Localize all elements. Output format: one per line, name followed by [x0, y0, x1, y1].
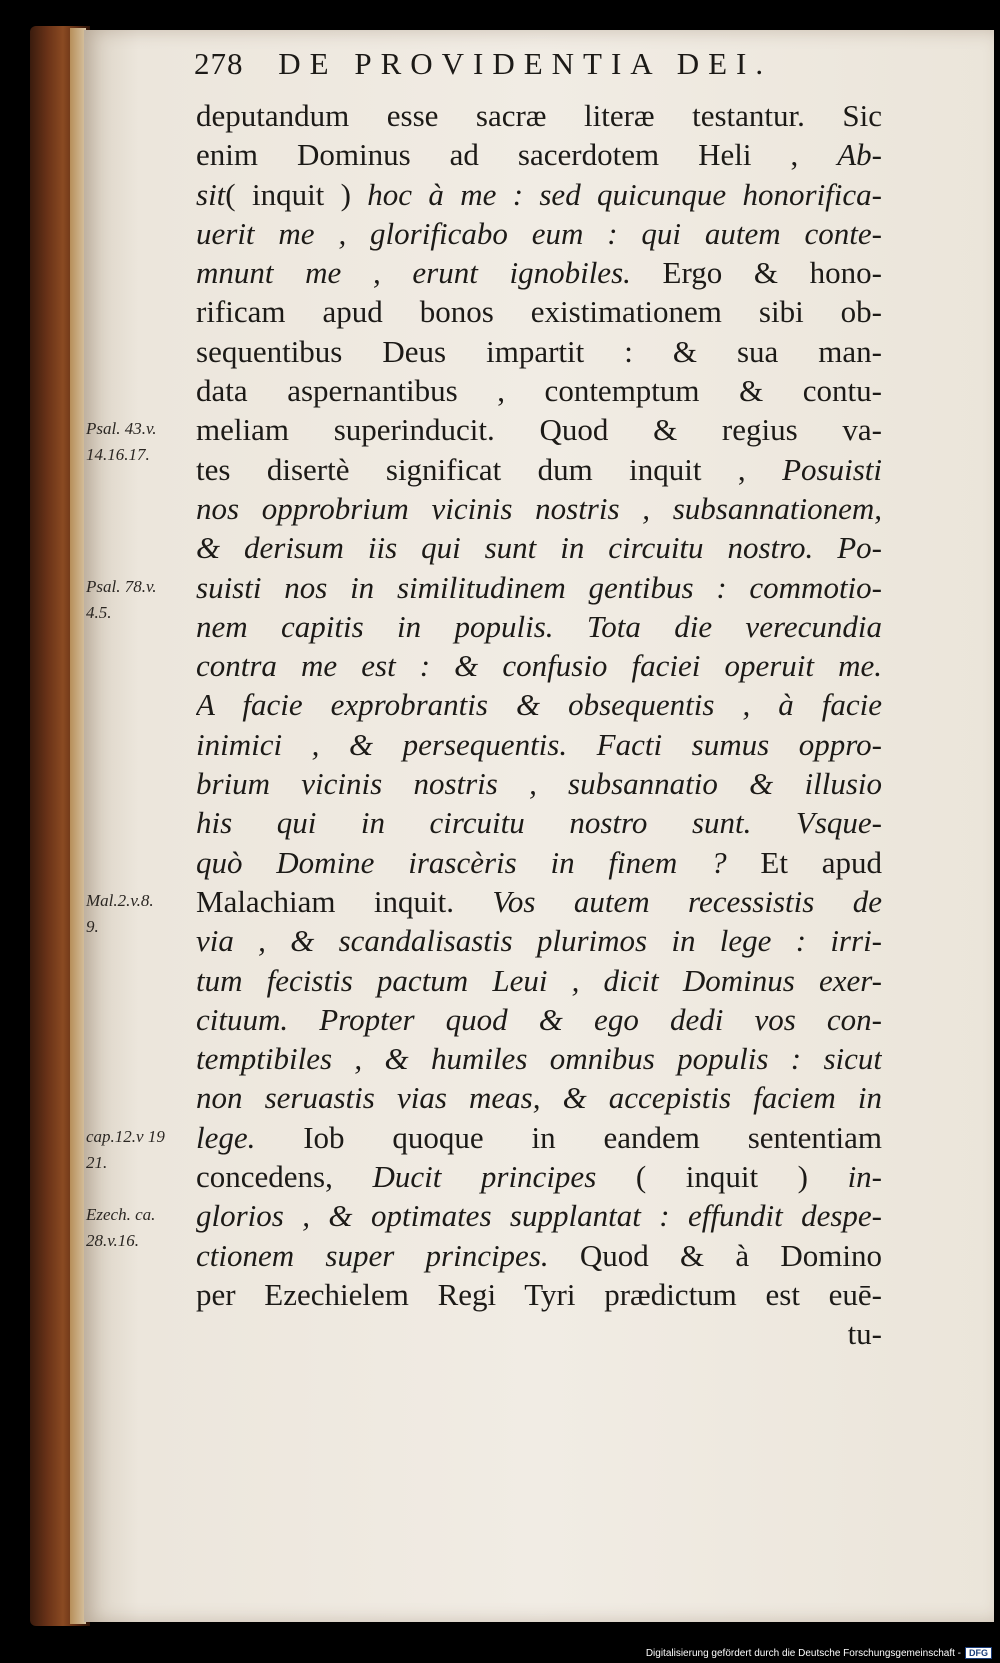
italic-quote: tum fecistis pactum Leui , dicit Dominus exer- — [196, 962, 882, 998]
roman-text: Quod & à Domino — [548, 1237, 882, 1273]
roman-text: tu- — [847, 1316, 882, 1352]
text-line — [196, 646, 882, 685]
italic-quote: Ab- — [837, 137, 882, 173]
italic-quote: nos opprobrium vicinis nostris , subsannationem, — [196, 490, 882, 526]
italic-quote: cituum. Propter quod & ego dedi vos con- — [196, 1001, 882, 1037]
text-line — [196, 332, 882, 371]
roman-text: concedens, — [196, 1159, 373, 1195]
italic-quote: uerit me , glorificabo eum : qui autem conte- — [196, 215, 882, 251]
text-line — [196, 450, 882, 489]
text-line — [196, 96, 882, 135]
page-number: 278 — [194, 46, 244, 81]
margin-note-psal-43: Psal. 43.v. 14.16.17. — [86, 419, 157, 465]
text-line — [196, 843, 882, 882]
text-line — [196, 253, 882, 292]
credit-text: Digitalisierung gefördert durch die Deutsche Forschungsgemeinschaft - — [645, 1647, 961, 1659]
italic-quote: Vos autem recessistis de — [492, 883, 882, 919]
italic-quote: brium vicinis nostris , subsannatio & illusio — [196, 766, 882, 802]
italic-quote: hoc à me : sed quicunque honorifica- — [367, 176, 882, 212]
italic-quote: Posuisti — [782, 451, 882, 487]
italic-quote: via , & scandalisastis plurimos in lege : irri- — [196, 923, 882, 959]
text-line — [196, 1314, 882, 1353]
roman-text: Et apud — [726, 844, 882, 880]
margin-note-psal-78: Psal. 78.v. 4.5. — [86, 576, 157, 622]
digitization-credit — [646, 1647, 992, 1659]
text-line — [196, 214, 882, 253]
roman-text: data aspernantibus , contemptum & contu- — [196, 373, 882, 409]
text-line — [196, 725, 882, 764]
italic-quote: lege. — [196, 1119, 256, 1155]
text-line — [196, 1078, 882, 1117]
text-line — [196, 568, 882, 607]
text-line — [196, 1275, 882, 1314]
italic-quote: mnunt me , erunt ignobiles. — [196, 255, 631, 291]
roman-text: tes disertè significat dum inquit , — [196, 451, 783, 487]
text-line — [196, 489, 882, 528]
roman-text: Malachiam inquit. — [196, 883, 493, 919]
margin-note-mal-2: Mal.2.v.8. 9. — [86, 891, 154, 936]
running-head — [194, 46, 884, 82]
roman-text: Ergo & hono- — [630, 255, 882, 291]
text-line — [196, 607, 882, 646]
italic-quote: temptibiles , & humiles omnibus populis : sicut — [196, 1041, 882, 1077]
text-line — [196, 803, 882, 842]
text-line — [196, 1039, 882, 1078]
roman-text: sequentibus Deus impartit : & sua man- — [196, 333, 882, 369]
text-line — [196, 1196, 882, 1235]
italic-quote: Ducit principes — [372, 1159, 597, 1195]
roman-text: rificam apud bonos existimationem sibi ob- — [196, 294, 882, 330]
text-line — [196, 961, 882, 1000]
text-line — [196, 1118, 882, 1157]
running-title: DE PROVIDENTIA DEI. — [278, 46, 773, 81]
italic-quote: in- — [847, 1159, 882, 1195]
dfg-logo-icon: DFG — [965, 1647, 992, 1659]
text-line — [196, 292, 882, 331]
italic-quote: his qui in circuitu nostro sunt. Vsque- — [196, 805, 882, 841]
roman-text: deputandum esse sacræ literæ testantur. Sic — [196, 98, 882, 133]
italic-quote: non seruastis vias meas, & accepistis faciem in — [196, 1080, 882, 1116]
roman-text: enim Dominus ad sacerdotem Heli , — [196, 137, 838, 173]
italic-quote: inimici , & persequentis. Facti sumus oppro- — [196, 726, 882, 762]
body-text — [196, 96, 882, 1354]
text-line — [196, 921, 882, 960]
italic-quote: & derisum iis qui sunt in circuitu nostro. Po- — [196, 530, 882, 566]
margin-note-cap-12: cap.12.v 19 21. — [86, 1126, 165, 1172]
text-line — [196, 528, 882, 567]
italic-quote: glorios , & optimates supplantat : effundit despe- — [196, 1198, 882, 1234]
margin-note-ezech: Ezech. ca. 28.v.16. — [86, 1205, 156, 1251]
italic-quote: contra me est : & confusio faciei operuit me. — [196, 648, 882, 684]
text-line — [196, 175, 882, 214]
italic-quote: ctionem super principes. — [196, 1237, 549, 1273]
text-line — [196, 1236, 882, 1275]
text-line — [196, 371, 882, 410]
text-line — [196, 410, 882, 449]
roman-text: meliam superinducit. Quod & regius va- — [196, 412, 882, 448]
italic-quote: sit — [196, 176, 226, 212]
text-line — [196, 1000, 882, 1039]
roman-text: ( inquit ) — [596, 1159, 848, 1195]
text-line — [196, 882, 882, 921]
roman-text: per Ezechielem Regi Tyri prædictum est euē- — [196, 1276, 882, 1312]
italic-quote: quò Domine irascèris in finem ? — [196, 844, 727, 880]
text-line — [196, 685, 882, 724]
roman-text: ( inquit ) — [225, 176, 368, 212]
roman-text: Iob quoque in eandem sententiam — [255, 1119, 882, 1155]
italic-quote: nem capitis in populis. Tota die verecundia — [196, 608, 882, 644]
text-line — [196, 135, 882, 174]
text-line — [196, 1157, 882, 1196]
italic-quote: suisti nos in similitudinem gentibus : commotio- — [196, 569, 882, 605]
text-line — [196, 764, 882, 803]
italic-quote: A facie exprobrantis & obsequentis , à facie — [196, 687, 882, 723]
